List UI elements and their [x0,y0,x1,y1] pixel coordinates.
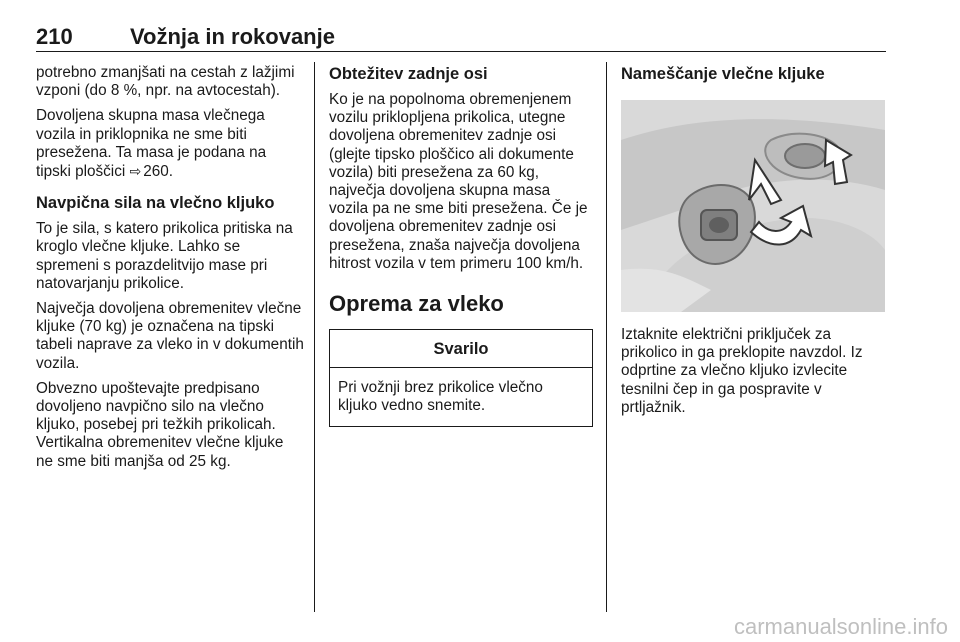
paragraph: Ko je na popolnoma obremenjenem vozilu priklopljena prikolica, utegne dovoljena obremenitev zadnje osi (glejte tipsko ploščico ali dokumente vozila) biti presežena za 60 kg, največja dovoljena skupna masa vozila pa ne sme biti presežena. Če je dovoljena obremenitev zadnje osi presežena, znaša največja dovoljena hitrost vozila v tem primeru 100 km/h. [329,91,588,272]
section-title: Oprema za vleko [329,291,504,317]
paragraph: Iztaknite električni priključek za prikolico in ga preklopite navzdol. Iz odprtine za vlečno kljuko izvlecite tesnilni čep in ga pospravite v prtljažnik. [621,326,863,416]
paragraph: Največja dovoljena obremenitev vlečne kljuke (70 kg) je označena na tipski tabeli naprave za vleko in v dokumentih vozila. [36,300,304,372]
page-number: 210 [36,24,73,49]
paragraph: potrebno zmanjšati na cestah z lažjimi vzponi (do 8 %, npr. na avtocestah). [36,64,295,100]
page-ref-link[interactable]: 260. [143,163,174,181]
column-divider-1 [314,62,315,612]
paragraph-with-ref [36,107,304,181]
column-3 [621,64,887,424]
page-header [36,24,886,50]
watermark: carmanualsonline.info [733,614,948,639]
section-heading: Nameščanje vlečne kljuke [621,65,825,83]
column-1 [36,64,304,478]
arrow-ref-icon[interactable]: ⇨ [129,163,142,180]
tow-hook-illustration [621,100,885,312]
section-heading: Obtežitev zadnje osi [329,65,488,83]
warning-text: Pri vožnji brez prikolice vlečno kljuko vedno snemite. [338,379,543,415]
column-2 [329,64,593,427]
paragraph-text: Dovoljena skupna masa vlečnega vozila in priklopnika ne sme biti presežena. Ta masa je podana na tipski ploščici [36,107,267,181]
paragraph: To je sila, s katero prikolica pritiska na kroglo vlečne kljuke. Lahko se spremeni s porazdelitvijo mase pri natovarjanju prikolice. [36,220,293,292]
section-heading: Navpična sila na vlečno kljuko [36,194,275,213]
column-divider-2 [606,62,607,612]
header-rule [36,51,886,52]
warning-box [329,329,593,427]
warning-title: Svarilo [330,330,592,368]
paragraph: Obvezno upoštevajte predpisano dovoljeno navpično silo na vlečno kljuko, posebej pri težkih prikolicah. Vertikalna obremenitev vlečne kljuke ne sme biti manjša od 25 kg. [36,379,284,470]
chapter-title: Vožnja in rokovanje [130,24,335,49]
